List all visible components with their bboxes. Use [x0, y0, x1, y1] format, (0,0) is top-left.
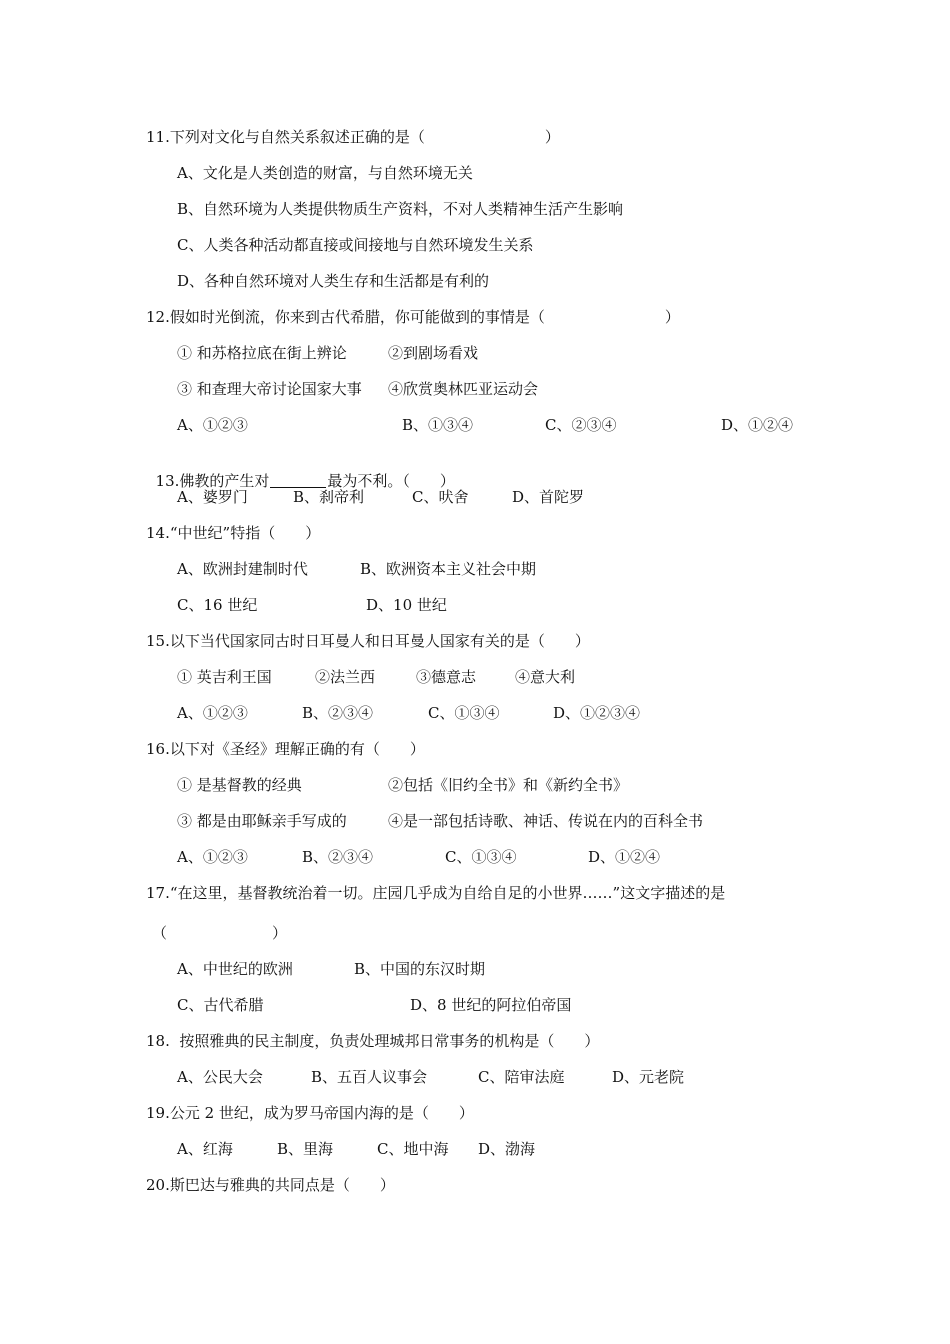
q16-item-1: ① 是基督教的经典 [177, 776, 302, 794]
q15-item-2: ②法兰西 [315, 668, 376, 686]
q14-option-c: C、16 世纪 [177, 596, 258, 614]
q13-stem-after: 最为不利。（ ） [327, 472, 455, 490]
q14-option-b: B、欧洲资本主义社会中期 [360, 560, 537, 578]
q16-item-2: ②包括《旧约全书》和《新约全书》 [388, 776, 629, 794]
q19-option-b: B、里海 [277, 1140, 334, 1158]
q12-stem: 12.假如时光倒流，你来到古代希腊，你可能做到的事情是（ ） [146, 308, 680, 326]
q17-stem-cont: （ ） [152, 924, 288, 942]
q15-item-3: ③德意志 [416, 668, 477, 686]
q17-stem: 17.“在这里，基督教统治着一切。庄园几乎成为自给自足的小世界……”这文字描述的是 [146, 884, 726, 902]
q15-option-b: B、②③④ [302, 704, 374, 722]
q13-option-b: B、刹帝利 [293, 488, 365, 506]
q16-item-4: ④是一部包括诗歌、神话、传说在内的百科全书 [388, 812, 704, 830]
q17-option-d: D、8 世纪的阿拉伯帝国 [410, 996, 572, 1014]
q16-option-a: A、①②③ [177, 848, 248, 866]
q17-option-c: C、古代希腊 [177, 996, 264, 1014]
q12-option-b: B、①③④ [402, 416, 474, 434]
q19-option-d: D、渤海 [478, 1140, 536, 1158]
q16-option-c: C、①③④ [445, 848, 517, 866]
q16-stem: 16.以下对《圣经》理解正确的有（ ） [146, 740, 425, 758]
q15-item-1: ① 英吉利王国 [177, 668, 272, 686]
q18-option-b: B、五百人议事会 [311, 1068, 428, 1086]
q13-blank [270, 471, 326, 488]
q12-option-d: D、①②④ [721, 416, 794, 434]
q11-option-b: B、自然环境为人类提供物质生产资料，不对人类精神生活产生影响 [177, 200, 624, 218]
q15-item-4: ④意大利 [515, 668, 576, 686]
q12-item-1: ① 和苏格拉底在街上辨论 [177, 344, 347, 362]
q19-option-a: A、红海 [177, 1140, 233, 1158]
q18-stem: 18. 按照雅典的民主制度，负责处理城邦日常事务的机构是（ ） [146, 1032, 600, 1050]
q18-option-c: C、陪审法庭 [478, 1068, 565, 1086]
q15-option-a: A、①②③ [177, 704, 248, 722]
q18-option-d: D、元老院 [612, 1068, 685, 1086]
q11-option-c: C、人类各种活动都直接或间接地与自然环境发生关系 [177, 236, 534, 254]
q16-option-d: D、①②④ [588, 848, 661, 866]
q14-option-d: D、10 世纪 [366, 596, 447, 614]
q11-option-d: D、各种自然环境对人类生存和生活都是有利的 [177, 272, 490, 290]
q13-option-c: C、吠舍 [412, 488, 469, 506]
q19-stem: 19.公元 2 世纪，成为罗马帝国内海的是（ ） [146, 1104, 474, 1122]
q11-stem: 11.下列对文化与自然关系叙述正确的是（ ） [146, 128, 560, 146]
q13-stem [146, 451, 455, 491]
q14-stem: 14.“中世纪”特指（ ） [146, 524, 321, 542]
q17-option-b: B、中国的东汉时期 [354, 960, 486, 978]
q12-item-3: ③ 和查理大帝讨论国家大事 [177, 380, 362, 398]
q13-stem-before: 13.佛教的产生对 [155, 472, 270, 490]
q17-option-a: A、中世纪的欧洲 [177, 960, 293, 978]
q13-option-a: A、婆罗门 [177, 488, 248, 506]
q12-option-a: A、①②③ [177, 416, 248, 434]
q19-option-c: C、地中海 [377, 1140, 449, 1158]
q15-option-c: C、①③④ [428, 704, 500, 722]
q15-option-d: D、①②③④ [553, 704, 641, 722]
q14-option-a: A、欧洲封建制时代 [177, 560, 308, 578]
q12-item-2: ②到剧场看戏 [388, 344, 479, 362]
q16-item-3: ③ 都是由耶稣亲手写成的 [177, 812, 347, 830]
q11-option-a: A、文化是人类创造的财富，与自然环境无关 [177, 164, 473, 182]
q12-option-c: C、②③④ [545, 416, 617, 434]
q12-item-4: ④欣赏奥林匹亚运动会 [388, 380, 539, 398]
q20-stem: 20.斯巴达与雅典的共同点是（ ） [146, 1176, 395, 1194]
q15-stem: 15.以下当代国家同古时日耳曼人和日耳曼人国家有关的是（ ） [146, 632, 590, 650]
q16-option-b: B、②③④ [302, 848, 374, 866]
q13-option-d: D、首陀罗 [512, 488, 585, 506]
q18-option-a: A、公民大会 [177, 1068, 263, 1086]
